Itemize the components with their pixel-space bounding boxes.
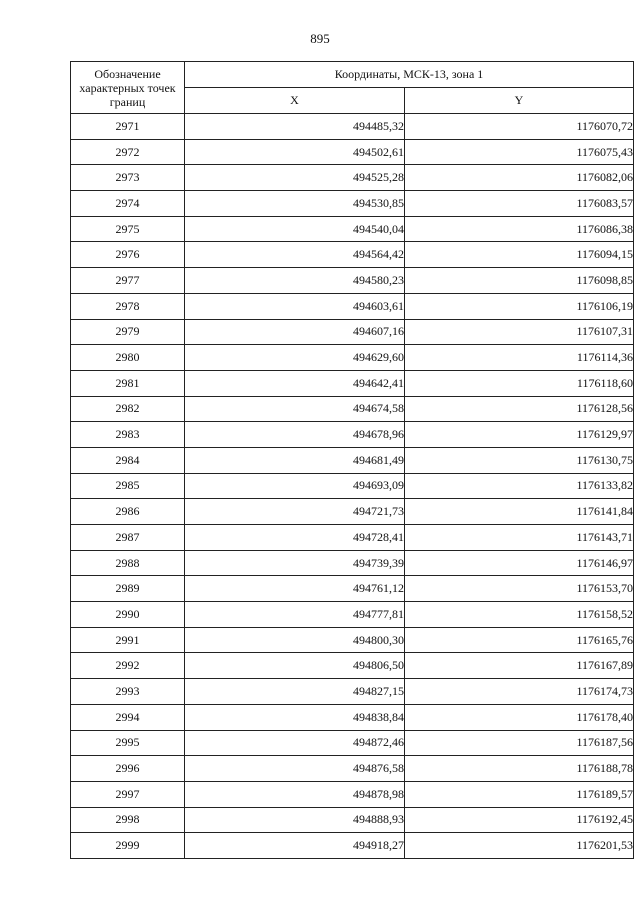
point-number-cell: 2986 — [71, 499, 185, 525]
table-row — [71, 114, 634, 140]
x-coordinate-cell: 494721,73 — [185, 499, 405, 525]
table-row — [71, 550, 634, 576]
y-coordinate-cell: 1176174,73 — [405, 679, 634, 705]
y-coordinate-cell: 1176158,52 — [405, 602, 634, 628]
point-number-cell: 2972 — [71, 139, 185, 165]
table-row — [71, 499, 634, 525]
table-row — [71, 319, 634, 345]
table-row — [71, 165, 634, 191]
x-coordinate-cell: 494777,81 — [185, 602, 405, 628]
x-coordinate-cell: 494540,04 — [185, 216, 405, 242]
y-coordinate-cell: 1176189,57 — [405, 781, 634, 807]
table-row — [71, 679, 634, 705]
y-coordinate-cell: 1176146,97 — [405, 550, 634, 576]
table-row — [71, 293, 634, 319]
table-row — [71, 422, 634, 448]
table-row — [71, 653, 634, 679]
coordinates-group-header: Координаты, МСК-13, зона 1 — [185, 62, 634, 88]
x-coordinate-cell: 494878,98 — [185, 781, 405, 807]
x-coordinate-cell: 494580,23 — [185, 268, 405, 294]
x-coordinate-cell: 494629,60 — [185, 345, 405, 371]
table-row — [71, 396, 634, 422]
x-coordinate-cell: 494827,15 — [185, 679, 405, 705]
x-coordinate-cell: 494502,61 — [185, 139, 405, 165]
point-number-cell: 2994 — [71, 704, 185, 730]
point-number-cell: 2983 — [71, 422, 185, 448]
y-coordinate-cell: 1176075,43 — [405, 139, 634, 165]
point-number-cell: 2981 — [71, 370, 185, 396]
y-coordinate-cell: 1176167,89 — [405, 653, 634, 679]
x-coordinate-cell: 494674,58 — [185, 396, 405, 422]
y-coordinate-cell: 1176098,85 — [405, 268, 634, 294]
x-coordinate-cell: 494642,41 — [185, 370, 405, 396]
x-coordinate-cell: 494728,41 — [185, 525, 405, 551]
table-row — [71, 191, 634, 217]
x-coordinate-cell: 494876,58 — [185, 756, 405, 782]
table-row — [71, 345, 634, 371]
x-coordinate-cell: 494530,85 — [185, 191, 405, 217]
x-coordinate-cell: 494800,30 — [185, 627, 405, 653]
x-column-header: X — [185, 88, 405, 114]
x-coordinate-cell: 494678,96 — [185, 422, 405, 448]
y-coordinate-cell: 1176106,19 — [405, 293, 634, 319]
y-coordinate-cell: 1176094,15 — [405, 242, 634, 268]
y-coordinate-cell: 1176129,97 — [405, 422, 634, 448]
point-number-cell: 2975 — [71, 216, 185, 242]
y-coordinate-cell: 1176118,60 — [405, 370, 634, 396]
y-coordinate-cell: 1176188,78 — [405, 756, 634, 782]
table-row — [71, 370, 634, 396]
coordinates-table — [70, 61, 634, 859]
table-header — [71, 62, 634, 114]
point-number-cell: 2987 — [71, 525, 185, 551]
page-number: 895 — [310, 31, 330, 46]
point-number-cell: 2982 — [71, 396, 185, 422]
point-number-cell: 2979 — [71, 319, 185, 345]
table-row — [71, 627, 634, 653]
point-number-cell: 2974 — [71, 191, 185, 217]
x-coordinate-cell: 494693,09 — [185, 473, 405, 499]
x-coordinate-cell: 494888,93 — [185, 807, 405, 833]
y-coordinate-cell: 1176143,71 — [405, 525, 634, 551]
x-coordinate-cell: 494681,49 — [185, 447, 405, 473]
point-number-cell: 2988 — [71, 550, 185, 576]
table-row — [71, 242, 634, 268]
x-coordinate-cell: 494872,46 — [185, 730, 405, 756]
y-coordinate-cell: 1176165,76 — [405, 627, 634, 653]
y-coordinate-cell: 1176107,31 — [405, 319, 634, 345]
table-row — [71, 781, 634, 807]
table-row — [71, 447, 634, 473]
table-body — [71, 114, 634, 859]
point-number-cell: 2995 — [71, 730, 185, 756]
table-row — [71, 704, 634, 730]
point-number-cell: 2999 — [71, 833, 185, 859]
table-row — [71, 730, 634, 756]
x-coordinate-cell: 494739,39 — [185, 550, 405, 576]
point-number-cell: 2991 — [71, 627, 185, 653]
point-designation-header: Обозначение характерных точек границ — [71, 62, 185, 114]
point-number-cell: 2977 — [71, 268, 185, 294]
point-number-cell: 2992 — [71, 653, 185, 679]
y-coordinate-cell: 1176083,57 — [405, 191, 634, 217]
point-number-cell: 2973 — [71, 165, 185, 191]
y-coordinate-cell: 1176130,75 — [405, 447, 634, 473]
y-coordinate-cell: 1176192,45 — [405, 807, 634, 833]
y-coordinate-cell: 1176178,40 — [405, 704, 634, 730]
table-row — [71, 525, 634, 551]
point-number-cell: 2971 — [71, 114, 185, 140]
point-number-cell: 2989 — [71, 576, 185, 602]
x-coordinate-cell: 494485,32 — [185, 114, 405, 140]
x-coordinate-cell: 494761,12 — [185, 576, 405, 602]
point-number-cell: 2997 — [71, 781, 185, 807]
y-coordinate-cell: 1176201,53 — [405, 833, 634, 859]
table-row — [71, 268, 634, 294]
table-row — [71, 602, 634, 628]
table-row — [71, 756, 634, 782]
x-coordinate-cell: 494607,16 — [185, 319, 405, 345]
y-coordinate-cell: 1176128,56 — [405, 396, 634, 422]
y-coordinate-cell: 1176114,36 — [405, 345, 634, 371]
table-row — [71, 139, 634, 165]
x-coordinate-cell: 494918,27 — [185, 833, 405, 859]
table-row — [71, 807, 634, 833]
y-coordinate-cell: 1176133,82 — [405, 473, 634, 499]
x-coordinate-cell: 494525,28 — [185, 165, 405, 191]
x-coordinate-cell: 494838,84 — [185, 704, 405, 730]
table-row — [71, 216, 634, 242]
point-number-cell: 2996 — [71, 756, 185, 782]
table-row — [71, 473, 634, 499]
point-number-cell: 2984 — [71, 447, 185, 473]
point-number-cell: 2980 — [71, 345, 185, 371]
y-coordinate-cell: 1176086,38 — [405, 216, 634, 242]
point-number-cell: 2976 — [71, 242, 185, 268]
point-number-cell: 2985 — [71, 473, 185, 499]
point-number-cell: 2990 — [71, 602, 185, 628]
y-coordinate-cell: 1176082,06 — [405, 165, 634, 191]
y-coordinate-cell: 1176153,70 — [405, 576, 634, 602]
table-row — [71, 576, 634, 602]
point-number-cell: 2993 — [71, 679, 185, 705]
y-coordinate-cell: 1176187,56 — [405, 730, 634, 756]
point-number-cell: 2978 — [71, 293, 185, 319]
table-row — [71, 833, 634, 859]
x-coordinate-cell: 494603,61 — [185, 293, 405, 319]
y-coordinate-cell: 1176141,84 — [405, 499, 634, 525]
x-coordinate-cell: 494564,42 — [185, 242, 405, 268]
y-coordinate-cell: 1176070,72 — [405, 114, 634, 140]
point-number-cell: 2998 — [71, 807, 185, 833]
x-coordinate-cell: 494806,50 — [185, 653, 405, 679]
y-column-header: Y — [405, 88, 634, 114]
